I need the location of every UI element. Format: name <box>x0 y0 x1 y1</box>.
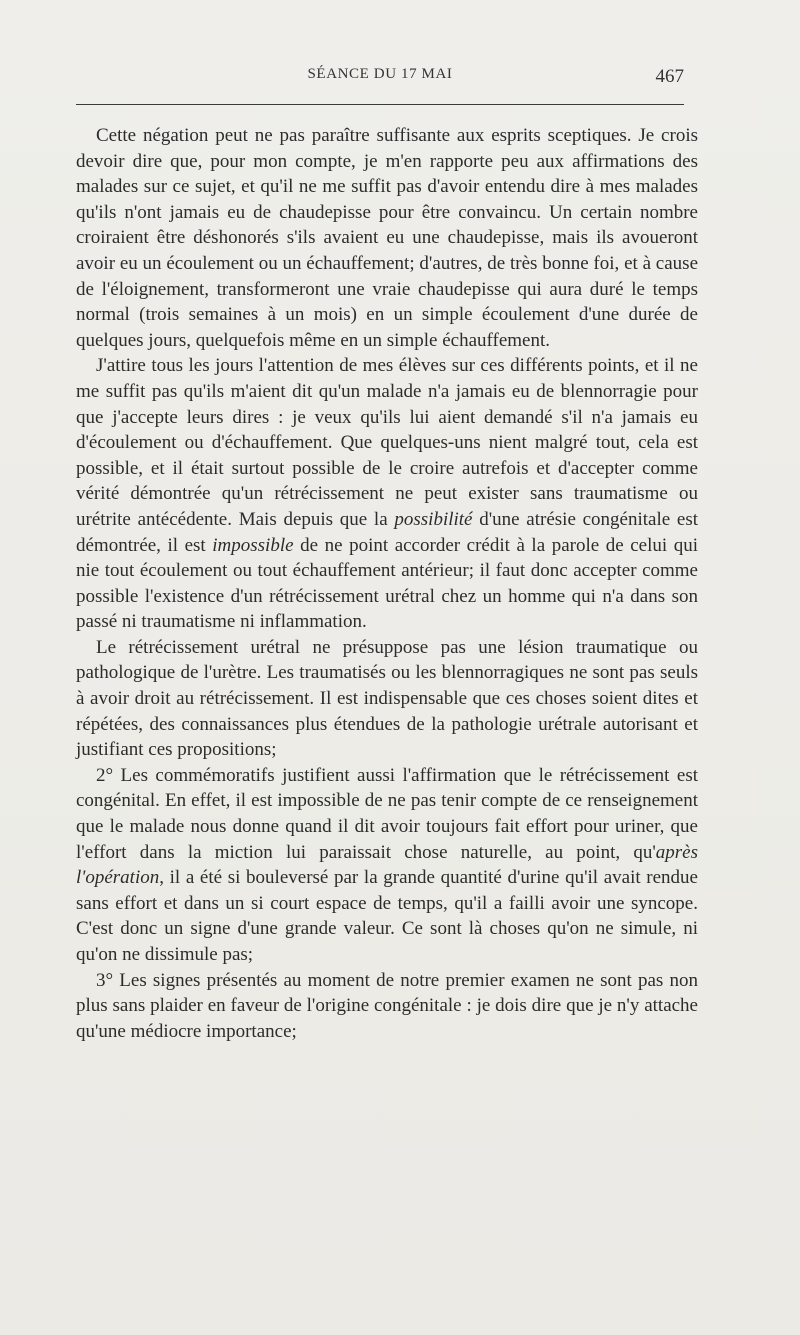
page-header <box>76 66 684 92</box>
paragraph <box>76 763 698 968</box>
text-run: Le rétrécissement urétral ne présuppose pas une lésion traumatique ou pathologique de l'urètre. Les traumatisés ou les blennorragiques ne sont pas seuls à avoir droit au rétrécissement. Il est indispensable que ces choses soient dites et répétées, des connaissances plus étendues de la pathologie urétrale autorisant et justifiant ces propositions; <box>76 636 698 761</box>
running-head: SÉANCE DU 17 MAI <box>307 66 453 82</box>
text-run: 2° Les commémoratifs justifient aussi l'affirmation que le rétrécissement est congénital. En effet, il est impossible de ne pas tenir compte de ce renseignement que le malade nous donne quand il dit avoir toujours fait effort pour uriner, que l'effort dans la miction lui paraissait chose naturelle, au point, qu' <box>76 764 698 863</box>
text-run: J'attire tous les jours l'attention de mes élèves sur ces différents points, et il ne me suffit pas qu'ils m'aient dit qu'un malade n'a jamais eu de blennorragie pour que j'accepte leurs dires : je veux qu'ils lui aient demandé s'il n'a jamais eu d'écoulement ou d'échauffement. Que quelques-uns nient malgré tout, cela est possible, et il était surtout possible de le croire autrefois et d'accepter comme vérité démontrée qu'un rétrécissement ne peut exister sans traumatisme ou urétrite antécédente. Mais depuis que la <box>76 355 698 530</box>
italic-text: après l'opération <box>76 841 698 889</box>
italic-text: impossible <box>212 534 294 556</box>
body-text <box>76 123 698 1044</box>
paragraph <box>76 123 698 353</box>
text-run: d'une atrésie congénitale est démontrée, il est <box>76 508 699 556</box>
header-rule <box>76 104 684 105</box>
paragraph <box>76 968 698 1045</box>
italic-text: possibilité <box>394 508 473 530</box>
text-run: , il a été si bouleversé par la grande quantité d'urine qu'il avait rendue sans effort et dans un si court espace de temps, qu'il a failli avoir une syncope. C'est donc un signe d'une grande valeur. Ce sont là choses qu'on ne simule, ni qu'on ne dissimule pas; <box>76 867 698 965</box>
text-run: de ne point accorder crédit à la parole de celui qui nie tout écoulement ou tout échauffement antérieur; il faut donc accepter comme possible l'existence d'un rétrécissement urétral chez un homme qui n'a dans son passé ni traumatisme ni inflammation. <box>76 534 698 633</box>
text-run: Cette négation peut ne pas paraître suffisante aux esprits sceptiques. Je crois devoir dire que, pour mon compte, je m'en rapporte peu aux affirmations des malades sur ce sujet, et qu'il ne me suffit pas d'avoir entendu dire à mes malades qu'ils n'ont jamais eu de chaudepisse pour être convaincu. Un certain nombre croiraient être déshonorés s'ils avaient eu une chaudepisse, mais ils avoueront avoir eu un écoulement ou un échauffement; d'autres, de très bonne foi, et à cause de l'éloignement, transformeront une vraie chaudepisse qui aura duré le temps normal (trois semaines à un mois) en un simple écoulement d'une durée de quelques jours, quelquefois même en un simple échauffement. <box>76 125 698 351</box>
page-number: 467 <box>655 66 684 87</box>
paragraph <box>76 635 698 763</box>
paragraph <box>76 353 698 635</box>
text-run: 3° Les signes présentés au moment de notre premier examen ne sont pas non plus sans plaider en faveur de l'origine congénitale : je dois dire que je n'y attache qu'une médiocre importance; <box>76 969 698 1042</box>
